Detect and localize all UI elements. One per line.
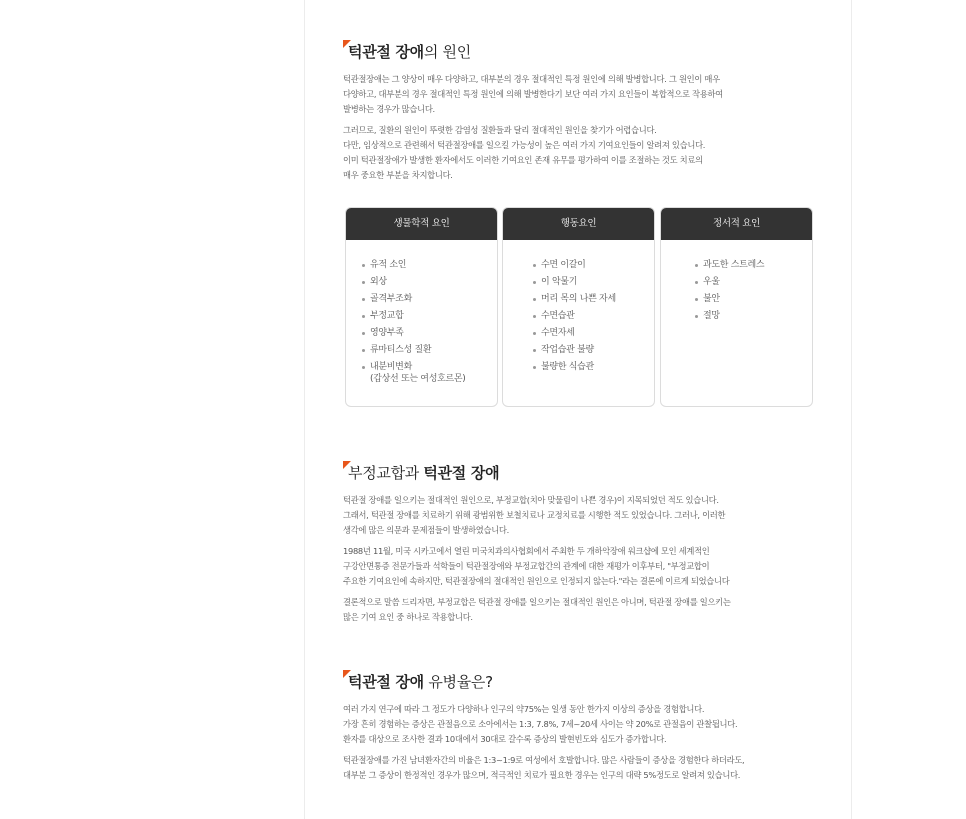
section-prevalence [343, 672, 813, 789]
list-item: 우울 [703, 274, 812, 291]
factor-list [661, 240, 812, 325]
heading-accent-icon [343, 461, 351, 469]
heading-accent-icon [343, 670, 351, 678]
heading-accent-icon [343, 40, 351, 48]
list-item: 수면자세 [541, 325, 654, 342]
factor-box-header: 정서적 요인 [661, 208, 812, 240]
list-item: 영양부족 [370, 325, 497, 342]
list-item: 부정교합 [370, 308, 497, 325]
factor-list [346, 240, 497, 388]
list-item: 내분비변화 (갑상선 또는 여성호르몬) [370, 359, 497, 388]
section-title-malocclusion [343, 463, 813, 483]
title-bold: 턱관절 장애 [348, 673, 424, 691]
paragraph: 턱관절 장애를 일으키는 절대적인 원인으로, 부정교합(치아 맞물림이 나쁜 경우)이 지목되었던 적도 있습니다. 그래서, 턱관절 장애를 치료하기 위해 광범위한 보철치료나 교정치료를 시행한 적도 있었습니다. 그러나, 이러한 생각에 많은 의문과 문제점들이 발생하였습니다. [343, 495, 726, 535]
factor-box-header: 생물학적 요인 [346, 208, 497, 240]
paragraph: 턱관절장애를 가진 남녀환자간의 비율은 1:3~1:9로 여성에서 호발합니다. 많은 사람들이 증상을 경험한다 하더라도, 대부분 그 증상이 한정적인 경우가 많으며, 적극적인 치료가 필요한 경우는 인구의 대략 5%정도로 알려져 있습니다. [343, 755, 745, 780]
factor-box-behavioral [502, 207, 655, 407]
section-causes [343, 42, 813, 189]
title-bold: 턱관절 장애 [423, 464, 500, 482]
section-malocclusion [343, 463, 813, 631]
list-item: 불량한 식습관 [541, 359, 654, 376]
list-item: 불안 [703, 291, 812, 308]
factor-box-emotional [660, 207, 813, 407]
list-item: 골격부조화 [370, 291, 497, 308]
paragraph: 그러므로, 질환의 원인이 뚜렷한 감염성 질환들과 달리 절대적인 원인을 찾기가 어렵습니다. 다만, 임상적으로 관련해서 턱관절장애를 일으킬 가능성이 높은 여러 가지 기여요인들이 알려져 있습니다. 이미 턱관절장애가 발생한 환자에서도 이러한 기여요인 존재 유무를 평가하여 이를 조절하는 것도 치료의 매우 중요한 부분을 차지합니다. [343, 125, 706, 180]
list-item: 류마티스성 질환 [370, 342, 497, 359]
list-item: 수면습관 [541, 308, 654, 325]
list-item: 이 악물기 [541, 274, 654, 291]
paragraph: 여러 가지 연구에 따라 그 정도가 다양하나 인구의 약75%는 일생 동안 한가지 이상의 증상을 경험합니다. 가장 흔히 경험하는 증상은 관절음으로 소아에서는 1:3, 7.8%, 7세~20세 사이는 약 20%로 관절음이 관찰됩니다. 환자를 대상으로 조사한 결과 10대에서 30대로 갈수록 증상의 발현빈도와 심도가 증가합니다. [343, 704, 738, 744]
list-item: 작업습관 불량 [541, 342, 654, 359]
paragraph: 턱관절장애는 그 양상이 매우 다양하고, 대부분의 경우 절대적인 특정 원인에 의해 발병합니다. 그 원인이 매우 다양하고, 대부분의 경우 절대적인 특정 원인에 의해 발병한다기 보단 여러 가지 요인들이 복합적으로 작용하여 발병하는 경우가 많습니다. [343, 74, 723, 114]
title-rest: 의 원인 [423, 43, 471, 61]
list-item: 유적 소인 [370, 257, 497, 274]
list-item: 외상 [370, 274, 497, 291]
section-title-causes [343, 42, 813, 62]
content-page [304, 0, 852, 819]
list-item: 머리 목의 나쁜 자세 [541, 291, 654, 308]
title-bold: 턱관절 장애 [348, 43, 424, 61]
list-item: 과도한 스트레스 [703, 257, 812, 274]
list-item: 절망 [703, 308, 812, 325]
title-rest: 유병율은? [423, 673, 493, 691]
section-title-prevalence [343, 672, 813, 692]
paragraph: 결론적으로 말씀 드리자면, 부정교합은 턱관절 장애를 일으키는 절대적인 원인은 아니며, 턱관절 장애를 일으키는 많은 기여 요인 중 하나로 작용합니다. [343, 597, 731, 622]
factor-box-header: 행동요인 [503, 208, 654, 240]
factor-box-biological [345, 207, 498, 407]
title-normal: 부정교합과 [348, 464, 424, 482]
paragraph: 1988년 11월, 미국 시카고에서 열린 미국치과의사협회에서 주최한 두 개하악장애 워크샵에 모인 세계적인 구강안면통증 전문가들과 석학들이 턱관절장애와 부정교합간의 관계에 대한 재평가 이후부터, "부정교합이 주요한 기여요인에 속하지만, 턱관절장애의 절대적인 원인으로 인정되지 않는다."라는 결론에 이르게 되었습니다 [343, 546, 730, 586]
factor-list [503, 240, 654, 376]
list-item: 수면 이갈이 [541, 257, 654, 274]
factor-boxes [345, 207, 813, 407]
